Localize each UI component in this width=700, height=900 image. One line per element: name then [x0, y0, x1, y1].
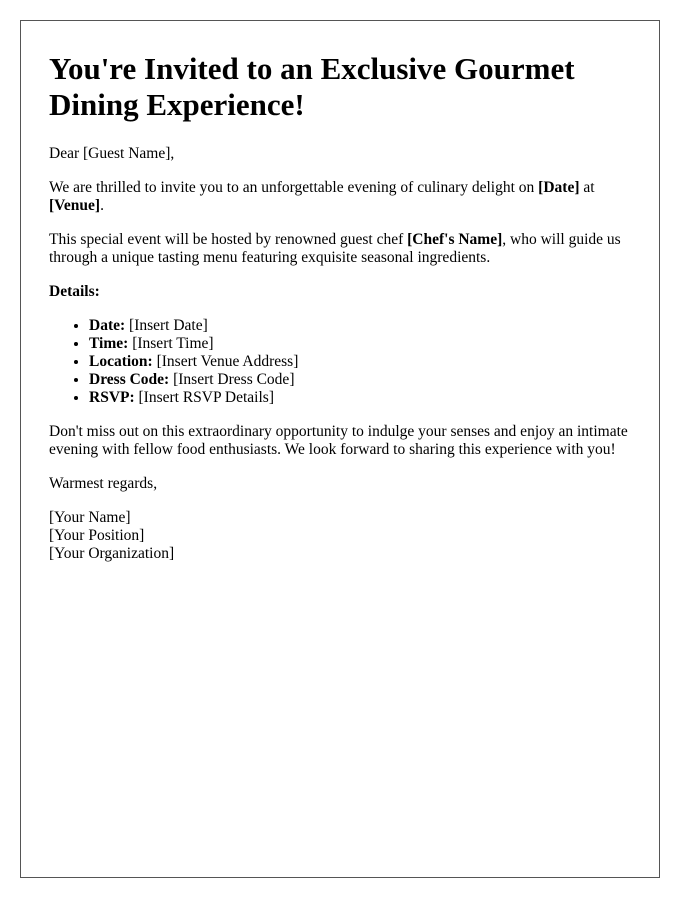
detail-item-dress-code [89, 371, 631, 389]
detail-label: RSVP: [89, 389, 135, 406]
closing-paragraph: Don't miss out on this extraordinary opportunity to indulge your senses and enjoy an intimate evening with fellow food enthusiasts. We look forward to sharing this experience with you! [49, 423, 628, 458]
detail-item-rsvp [89, 389, 631, 407]
detail-item-time [89, 335, 631, 353]
signature-position: [Your Position] [49, 527, 145, 544]
detail-value: [Insert Time] [128, 335, 214, 352]
letter-title: You're Invited to an Exclusive Gourmet Dining Experience! [49, 51, 575, 122]
intro-date: [Date] [538, 179, 580, 196]
signature-block [49, 509, 631, 563]
host-text-before: This special event will be hosted by renowned guest chef [49, 231, 408, 248]
detail-item-location [89, 353, 631, 371]
detail-label: Dress Code: [89, 371, 170, 388]
detail-label: Location: [89, 353, 153, 370]
detail-item-date [89, 317, 631, 335]
intro-text-before: We are thrilled to invite you to an unforgettable evening of culinary delight on [49, 179, 539, 196]
detail-value: [Insert Venue Address] [152, 353, 299, 370]
signature-organization: [Your Organization] [49, 545, 175, 562]
detail-value: [Insert Dress Code] [169, 371, 295, 388]
intro-text-middle: at [579, 179, 595, 196]
details-heading [49, 283, 631, 301]
intro-venue: [Venue] [49, 197, 101, 214]
host-text-after: , who will guide us through a unique tasting menu featuring exquisite seasonal ingredients. [49, 231, 621, 266]
detail-label: Date: [89, 317, 126, 334]
details-list [49, 317, 631, 407]
salutation: Dear [Guest Name], [49, 145, 175, 162]
intro-text-after: . [100, 197, 104, 214]
host-paragraph [49, 231, 631, 267]
detail-label: Time: [89, 335, 129, 352]
host-chef: [Chef's Name] [407, 231, 503, 248]
detail-value: [Insert RSVP Details] [134, 389, 274, 406]
invitation-letter [20, 20, 660, 878]
intro-paragraph [49, 179, 631, 215]
details-heading-text: Details: [49, 283, 100, 300]
signature-name: [Your Name] [49, 509, 131, 526]
signoff: Warmest regards, [49, 475, 158, 492]
detail-value: [Insert Date] [125, 317, 208, 334]
